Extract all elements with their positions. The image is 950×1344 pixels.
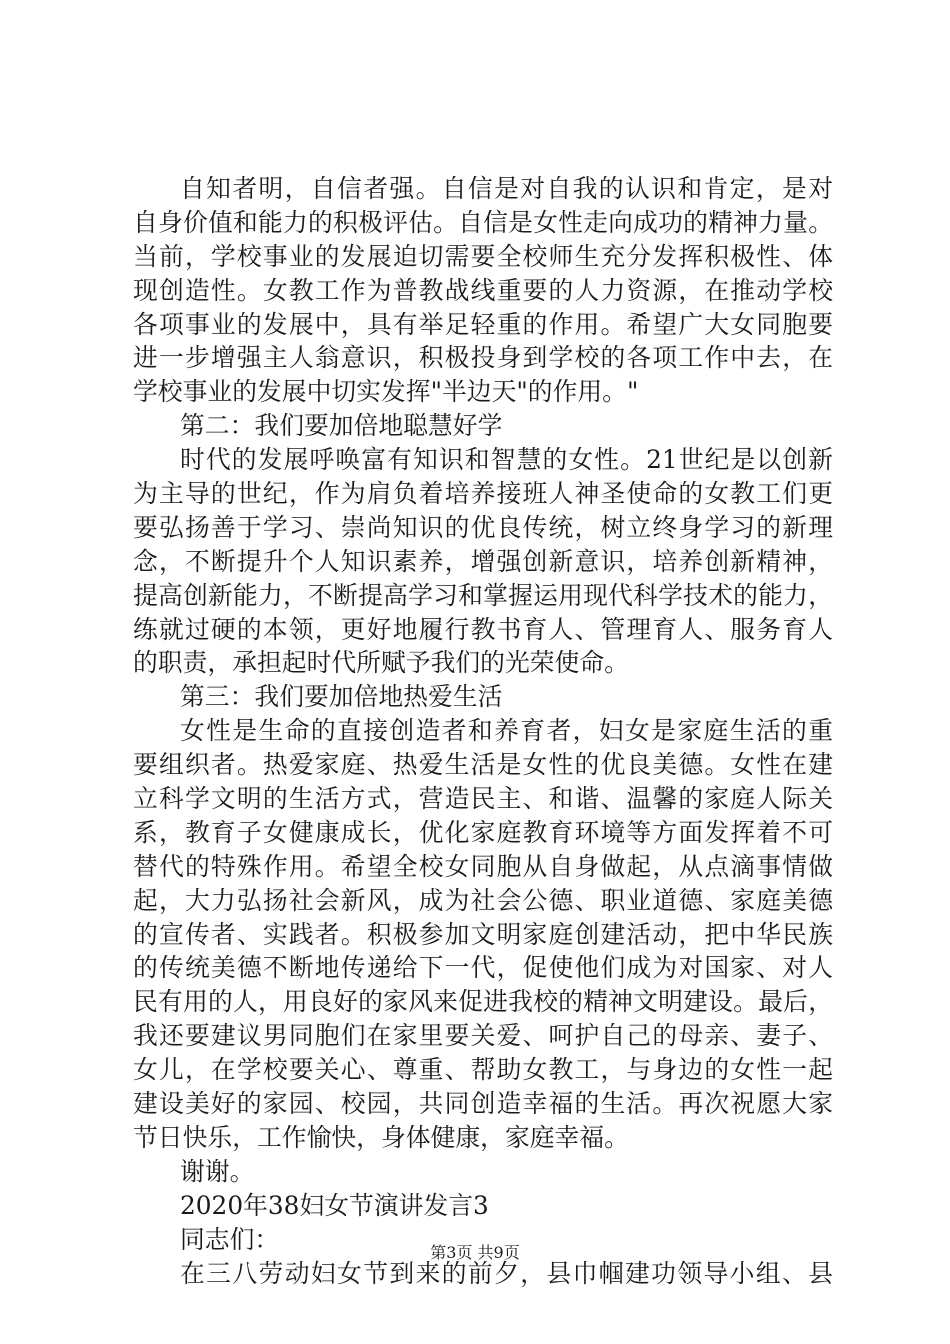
text-line: 的宣传者、实践者。积极参加文明家庭创建活动，把中华民族 bbox=[133, 919, 833, 949]
text-line: 念，不断提升个人知识素养，增强创新意识，培养创新精神， bbox=[133, 546, 833, 576]
heading-second bbox=[133, 409, 833, 443]
paragraph-life bbox=[133, 714, 833, 1155]
text-line: 提高创新能力，不断提高学习和掌握运用现代科学技术的能力， bbox=[133, 580, 833, 610]
section-heading: 第二：我们要加倍地聪慧好学 bbox=[180, 411, 503, 441]
text-line: 学校事业的发展中切实发挥"半边天"的作用。" bbox=[133, 377, 639, 407]
text-line: 练就过硬的本领，更好地履行教书育人、管理育人、服务育人 bbox=[133, 614, 833, 644]
text-line: 立科学文明的生活方式，营造民主、和谐、温馨的家庭人际关 bbox=[133, 784, 833, 814]
heading-third bbox=[133, 680, 833, 714]
text-line: 时代的发展呼唤富有知识和智慧的女性。21世纪是以创新 bbox=[180, 445, 833, 475]
text-line: 我还要建议男同胞们在家里要关爱、呵护自己的母亲、妻子、 bbox=[133, 1021, 833, 1051]
speech-title: 2020年38妇女节演讲发言3 bbox=[180, 1190, 489, 1220]
page-number-label: 第3页 共9页 bbox=[430, 1243, 520, 1262]
paragraph-self-confidence bbox=[133, 172, 833, 409]
text-line: 各项事业的发展中，具有举足轻重的作用。希望广大女同胞要 bbox=[133, 309, 833, 339]
paragraph-learning bbox=[133, 443, 833, 680]
text-line: 女性是生命的直接创造者和养育者，妇女是家庭生活的重 bbox=[180, 716, 833, 746]
text-line: 要弘扬善于学习、崇尚知识的优良传统，树立终身学习的新理 bbox=[133, 512, 833, 542]
text-line: 建设美好的家园、校园，共同创造幸福的生活。再次祝愿大家 bbox=[133, 1089, 833, 1119]
text-line: 民有用的人，用良好的家风来促进我校的精神文明建设。最后， bbox=[133, 987, 833, 1017]
text-line: 系，教育子女健康成长，优化家庭教育环境等方面发挥着不可 bbox=[133, 817, 833, 847]
text-line: 替代的特殊作用。希望全校女同胞从自身做起，从点滴事情做 bbox=[133, 851, 833, 881]
document-body bbox=[133, 172, 833, 1290]
text-line: 的传统美德不断地传递给下一代，促使他们成为对国家、对人 bbox=[133, 953, 833, 983]
text-line: 要组织者。热爱家庭、热爱生活是女性的优良美德。女性在建 bbox=[133, 750, 833, 780]
section-heading: 第三：我们要加倍地热爱生活 bbox=[180, 682, 503, 712]
text-line: 进一步增强主人翁意识，积极投身到学校的各项工作中去，在 bbox=[133, 343, 833, 373]
speech-title-3 bbox=[133, 1189, 833, 1223]
text-line: 同志们： bbox=[180, 1224, 280, 1254]
text-line: 女儿，在学校要关心、尊重、帮助女教工，与身边的女性一起 bbox=[133, 1055, 833, 1085]
text-line: 当前，学校事业的发展迫切需要全校师生充分发挥积极性、体 bbox=[133, 241, 833, 271]
page-footer bbox=[0, 1243, 950, 1263]
text-line: 起，大力弘扬社会新风，成为社会公德、职业道德、家庭美德 bbox=[133, 885, 833, 915]
text-line: 的职责，承担起时代所赋予我们的光荣使命。 bbox=[133, 648, 629, 678]
closing-thanks bbox=[133, 1155, 833, 1189]
text-line: 节日快乐，工作愉快，身体健康，家庭幸福。 bbox=[133, 1122, 629, 1152]
text-line: 谢谢。 bbox=[180, 1156, 255, 1186]
text-line: 在三八劳动妇女节到来的前夕，县巾帼建功领导小组、县 bbox=[180, 1258, 833, 1288]
text-line: 现创造性。女教工作为普教战线重要的人力资源，在推动学校 bbox=[133, 275, 833, 305]
text-line: 自知者明，自信者强。自信是对自我的认识和肯定，是对 bbox=[180, 174, 833, 203]
text-line: 为主导的世纪，作为肩负着培养接班人神圣使命的女教工们更 bbox=[133, 479, 833, 509]
text-line: 自身价值和能力的积极评估。自信是女性走向成功的精神力量。 bbox=[133, 207, 833, 237]
